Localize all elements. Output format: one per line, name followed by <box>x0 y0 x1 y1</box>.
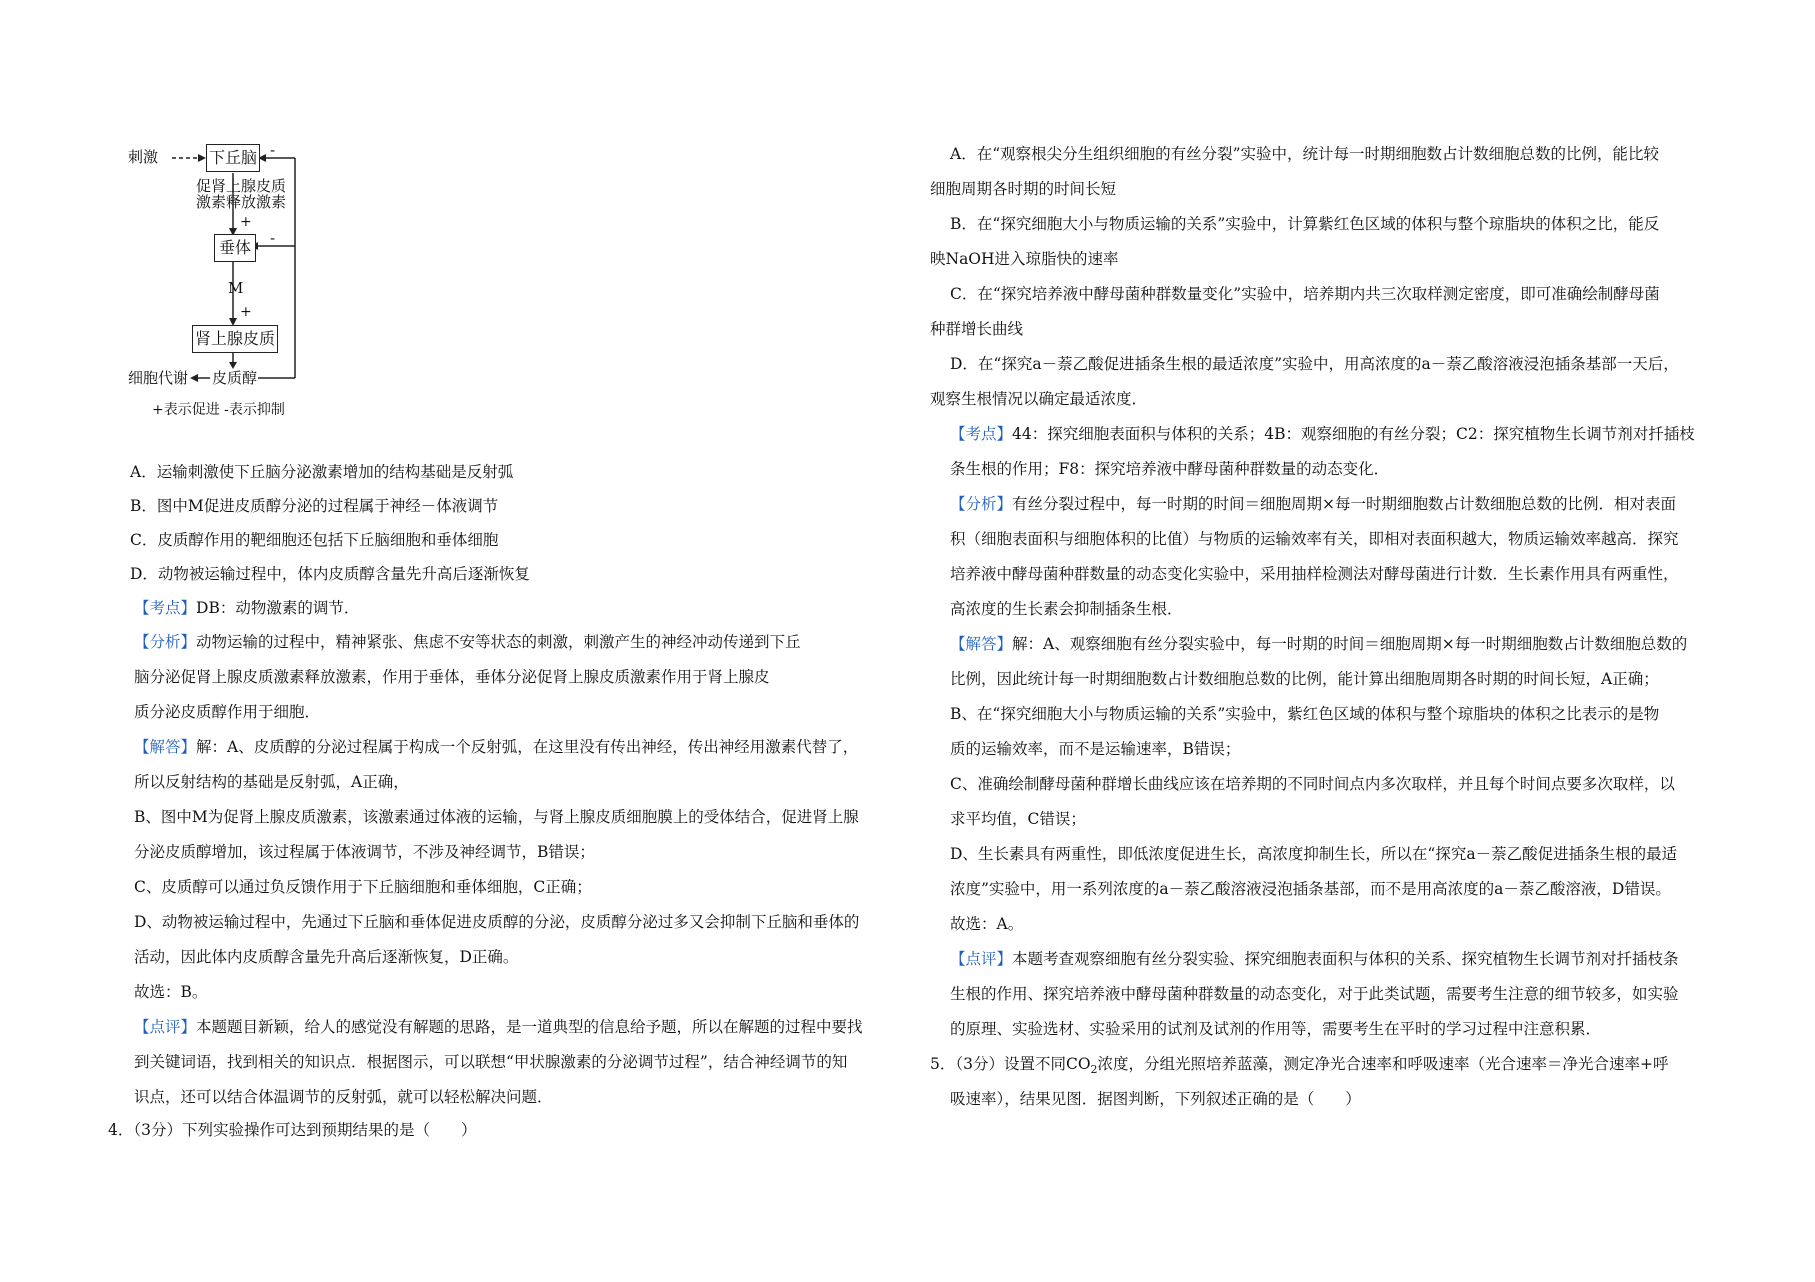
kaodian-text: 44：探究细胞表面积与体积的关系；4B：观察细胞的有丝分裂；C2：探究植物生长调节剂对扦插枝 <box>1012 425 1695 443</box>
jieda-line-5: C、准确绘制酵母菌种群增长曲线应该在培养期的不同时间点内多次取样，并且每个时间点要多次取样，以 <box>950 775 1675 793</box>
pituitary-box: 垂体 <box>214 234 256 262</box>
minus-sign: - <box>270 229 276 247</box>
jieda-line-3: B、在“探究细胞大小与物质运输的关系”实验中，紫红色区域的体积与整个琼脂块的体积之比表示的是物 <box>950 705 1660 723</box>
jieda-tag: 【解答】 <box>134 738 197 756</box>
fenxi-line-2: 积（细胞表面积与细胞体积的比值）与物质的运输效率有关，即相对表面积越大，物质运输效率越高．探究 <box>950 530 1679 548</box>
cortisol-label: 皮质醇 <box>212 369 258 387</box>
dianping-line-3: 识点，还可以结合体温调节的反射弧，就可以轻松解决问题． <box>134 1088 553 1106</box>
q3-option-d: D．动物被运输过程中，体内皮质醇含量先升高后逐渐恢复 <box>130 565 530 583</box>
q4-option-d-line-1: D．在“探究a－萘乙酸促进插条生根的最适浓度”实验中，用高浓度的a－萘乙酸溶液浸泡插条基部一天后， <box>950 355 1679 373</box>
q4-option-c-line-2: 种群增长曲线 <box>930 320 1024 338</box>
minus-sign: - <box>270 141 276 159</box>
dianping-text: 本题题目新颖，给人的感觉没有解题的思路，是一道典型的信息给予题，所以在解题的过程中要找 <box>196 1018 863 1036</box>
q5-text-a: 5．（3分）设置不同CO <box>930 1055 1091 1073</box>
q5-text-b: 浓度，分组光照培养蓝藻，测定净光合速率和呼吸速率（光合速率＝净光合速率+呼 <box>1097 1055 1669 1073</box>
dianping-line-2: 到关键词语，找到相关的知识点．根据图示，可以联想“甲状腺激素的分泌调节过程”，结合神经调节的知 <box>134 1053 848 1071</box>
right-column <box>900 0 1815 1282</box>
dianping-line-1 <box>950 949 1679 969</box>
fenxi-line-3: 培养液中酵母菌种群数量的动态变化实验中，采用抽样检测法对酵母菌进行计数．生长素作用具有两重性， <box>950 565 1679 583</box>
kaodian-line-1 <box>950 424 1695 444</box>
crh-label-line1: 促肾上腺皮质 <box>196 177 287 195</box>
m-label: M <box>228 279 244 297</box>
plus-sign: + <box>240 214 252 230</box>
kaodian-text: DB：动物激素的调节． <box>196 599 360 617</box>
fenxi-text: 有丝分裂过程中，每一时期的时间＝细胞周期×每一时期细胞数占计数细胞总数的比例．相对表面 <box>1012 495 1677 513</box>
dianping-line-1 <box>134 1017 863 1037</box>
q4-option-a-line-2: 细胞周期各时期的时间长短 <box>930 180 1117 198</box>
question-5-line-1 <box>930 1054 1669 1080</box>
fenxi-text: 动物运输的过程中，精神紧张、焦虑不安等状态的刺激，刺激产生的神经冲动传递到下丘 <box>196 633 801 651</box>
question-4: 4．（3分）下列实验操作可达到预期结果的是（ ） <box>108 1121 477 1139</box>
dianping-line-2: 生根的作用、探究培养液中酵母菌种群数量的动态变化，对于此类试题，需要考生注意的细节较多，如实验 <box>950 985 1679 1003</box>
dianping-tag: 【点评】 <box>950 950 1013 968</box>
jieda-line-7: 活动，因此体内皮质醇含量先升高后逐渐恢复，D正确。 <box>134 948 519 966</box>
jieda-tag: 【解答】 <box>950 635 1013 653</box>
jieda-line-1 <box>134 737 858 757</box>
jieda-text: 解：A、观察细胞有丝分裂实验中，每一时期的时间＝细胞周期×每一时期细胞数占计数细胞总数的 <box>1012 635 1688 653</box>
jieda-line-1 <box>950 634 1687 654</box>
fenxi-line-4: 高浓度的生长素会抑制插条生根． <box>950 600 1183 618</box>
fenxi-line-2: 脑分泌促肾上腺皮质激素释放激素，作用于垂体，垂体分泌促肾上腺皮质激素作用于肾上腺皮 <box>134 668 770 686</box>
adrenal-cortex-box: 肾上腺皮质 <box>192 325 278 353</box>
left-column <box>0 0 900 1282</box>
kaodian-line <box>134 598 359 618</box>
fenxi-tag: 【分析】 <box>134 633 197 651</box>
q4-option-d-line-2: 观察生根情况以确定最适浓度． <box>930 390 1148 408</box>
fenxi-tag: 【分析】 <box>950 495 1013 513</box>
stimulus-label: 刺激 <box>128 148 159 166</box>
dianping-tag: 【点评】 <box>134 1018 197 1036</box>
fenxi-line-1 <box>134 632 801 652</box>
hypothalamus-box: 下丘脑 <box>206 144 260 172</box>
co2-subscript: 2 <box>1090 1063 1098 1077</box>
fenxi-line-1 <box>950 494 1676 514</box>
q4-option-b-line-2: 映NaOH进入琼脂快的速率 <box>930 250 1119 268</box>
jieda-line-2: 比例，因此统计每一时期细胞数占计数细胞总数的比例，能计算出细胞周期各时期的时间长短，A正确； <box>950 670 1659 688</box>
jieda-text: 解：A、皮质醇的分泌过程属于构成一个反射弧，在这里没有传出神经，传出神经用激素代替了， <box>196 738 859 756</box>
jieda-line-8: 浓度”实验中，用一系列浓度的a－萘乙酸溶液浸泡插条基部，而不是用高浓度的a－萘乙酸溶液，D错误。 <box>950 880 1671 898</box>
q3-option-b: B．图中M促进皮质醇分泌的过程属于神经－体液调节 <box>130 497 499 515</box>
jieda-line-6: 求平均值，C错误； <box>950 810 1086 828</box>
dianping-text: 本题考查观察细胞有丝分裂实验、探究细胞表面积与体积的关系、探究植物生长调节剂对扦插枝条 <box>1012 950 1679 968</box>
fenxi-line-3: 质分泌皮质醇作用于细胞． <box>134 703 321 721</box>
jieda-line-2: 所以反射结构的基础是反射弧，A正确， <box>134 773 409 791</box>
plus-sign: + <box>240 304 252 320</box>
jieda-line-3: B、图中M为促肾上腺皮质激素，该激素通过体液的运输，与肾上腺皮质细胞膜上的受体结合，促进肾上腺 <box>134 808 859 826</box>
q3-option-a: A．运输刺激使下丘脑分泌激素增加的结构基础是反射弧 <box>130 463 514 481</box>
kaodian-line-2: 条生根的作用；F8：探究培养液中酵母菌种群数量的动态变化． <box>950 460 1390 478</box>
jieda-line-5: C、皮质醇可以通过负反馈作用于下丘脑细胞和垂体细胞，C正确； <box>134 878 592 896</box>
q3-option-c: C．皮质醇作用的靶细胞还包括下丘脑细胞和垂体细胞 <box>130 531 499 549</box>
q4-option-c-line-1: C．在“探究培养液中酵母菌种群数量变化”实验中，培养期内共三次取样测定密度，即可准确绘制酵母菌 <box>950 285 1660 303</box>
question-5-line-2: 吸速率），结果见图．据图判断，下列叙述正确的是（ ） <box>950 1090 1361 1108</box>
q4-option-b-line-1: B．在“探究细胞大小与物质运输的关系”实验中，计算紫红色区域的体积与整个琼脂块的体积之比，能反 <box>950 215 1660 233</box>
jieda-line-6: D、动物被运输过程中，先通过下丘脑和垂体促进皮质醇的分泌，皮质醇分泌过多又会抑制下丘脑和垂体的 <box>134 913 860 931</box>
cell-metabolism-label: 细胞代谢 <box>128 369 189 387</box>
jieda-line-4: 分泌皮质醇增加，该过程属于体液调节，不涉及神经调节，B错误； <box>134 843 595 861</box>
kaodian-tag: 【考点】 <box>950 425 1013 443</box>
jieda-line-9: 故选：A。 <box>950 915 1024 933</box>
dianping-line-3: 的原理、实验选材、实验采用的试剂及试剂的作用等，需要考生在平时的学习过程中注意积累． <box>950 1020 1602 1038</box>
jieda-line-4: 质的运输效率，而不是运输速率，B错误； <box>950 740 1241 758</box>
q4-option-a-line-1: A．在“观察根尖分生组织细胞的有丝分裂”实验中，统计每一时期细胞数占计数细胞总数的比例，能比较 <box>950 145 1660 163</box>
kaodian-tag: 【考点】 <box>134 599 197 617</box>
jieda-line-7: D、生长素具有两重性，即低浓度促进生长，高浓度抑制生长，所以在“探究a－萘乙酸促进插条生根的最适 <box>950 845 1678 863</box>
jieda-line-8: 故选：B。 <box>134 983 208 1001</box>
crh-label-line2: 激素释放激素 <box>196 193 287 211</box>
diagram-legend: +表示促进 -表示抑制 <box>152 402 285 418</box>
